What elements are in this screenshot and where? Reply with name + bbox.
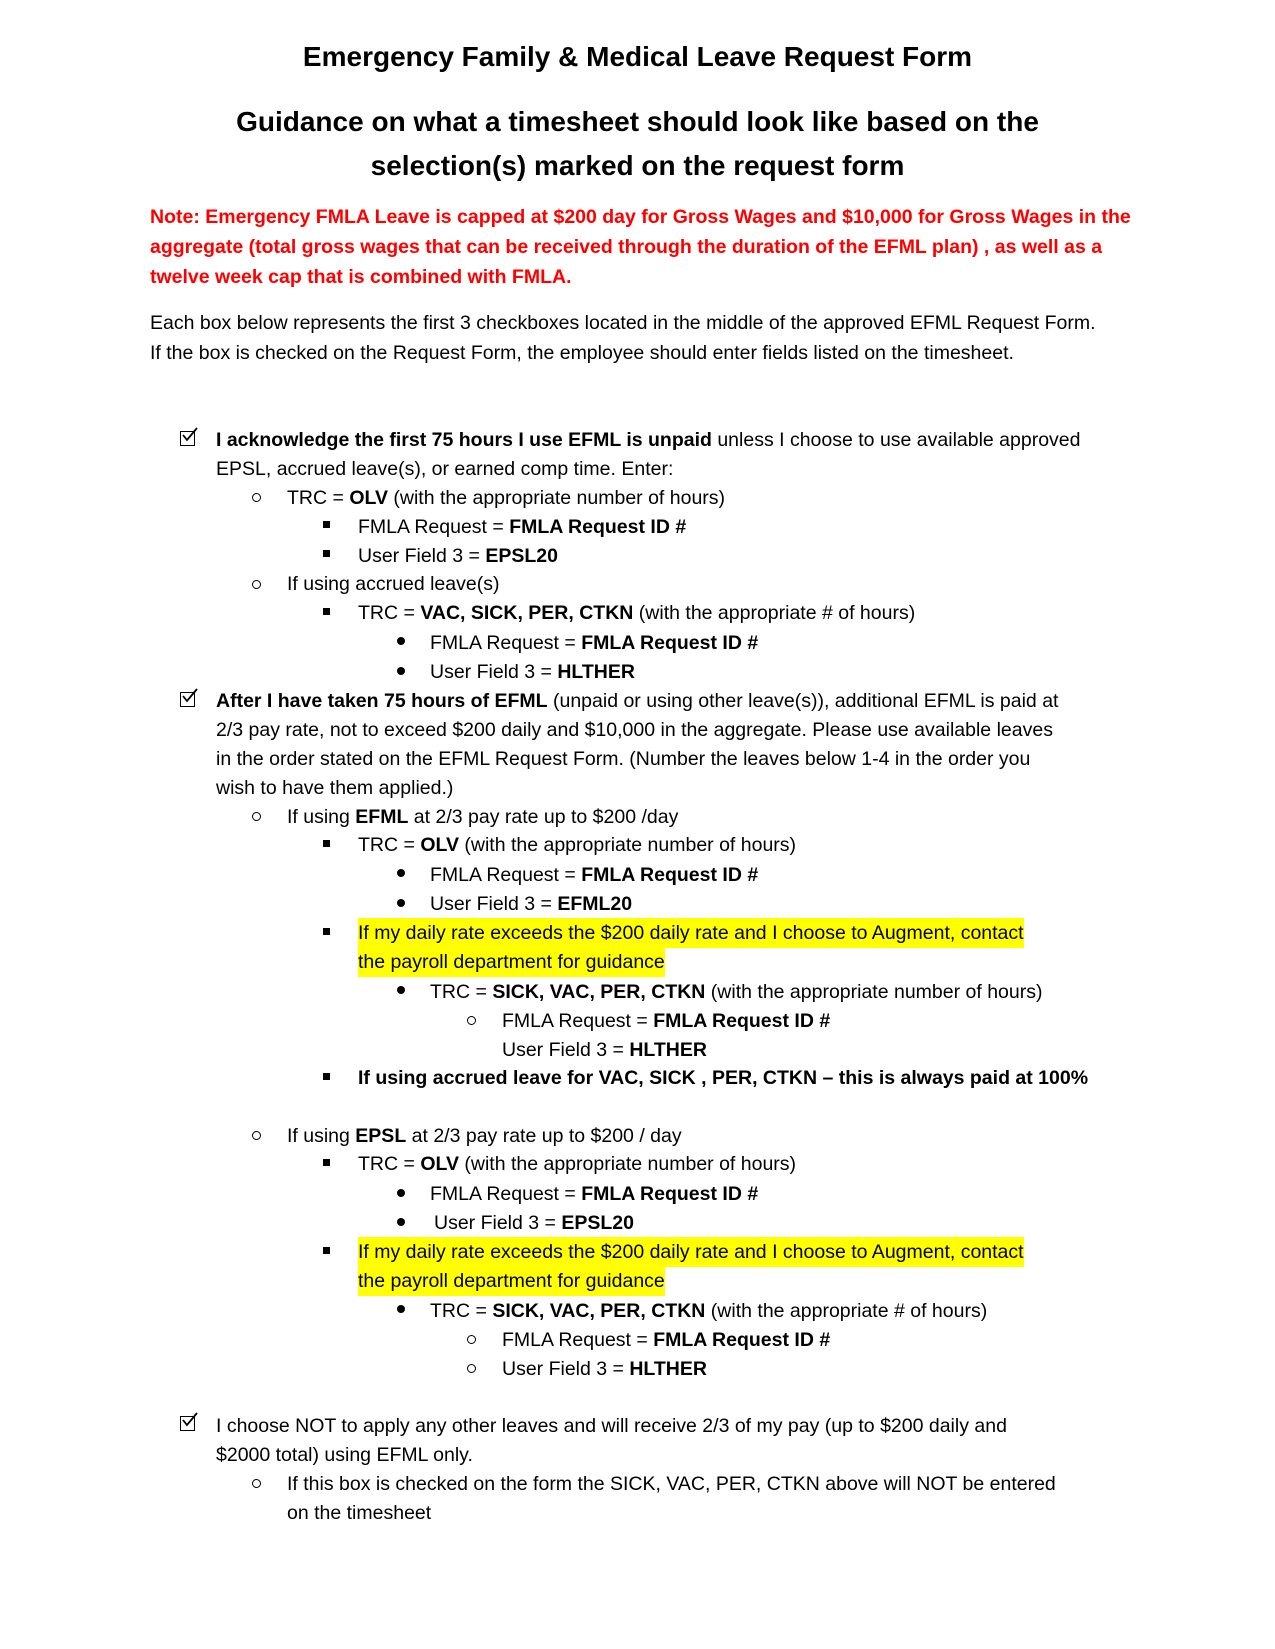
s2-epsl-trc-aug-line: TRC = SICK, VAC, PER, CTKN (with the appropriate # of hours)	[430, 1300, 988, 1322]
square-bullet-icon	[323, 550, 330, 557]
square-bullet-icon	[323, 608, 330, 615]
s2-efml-line: If using EFML at 2/3 pay rate up to $200 /day	[287, 806, 679, 828]
checked-box-icon	[180, 692, 195, 707]
dot-bullet-icon	[397, 667, 405, 675]
section2-line3: in the order stated on the EFML Request Form. (Number the leaves below 1-4 in the order you	[216, 748, 1031, 770]
dot-bullet-icon	[397, 637, 405, 645]
subtitle-line-1: Guidance on what a timesheet should look like based on the	[236, 106, 1039, 137]
page-title: Emergency Family & Medical Leave Request Form	[302, 41, 973, 72]
s1-fmla-line: FMLA Request = FMLA Request ID #	[358, 516, 687, 538]
section2-line4: wish to have them applied.)	[216, 777, 454, 799]
section1-line1	[216, 425, 1081, 455]
square-bullet-icon	[323, 1159, 330, 1166]
dot-bullet-icon	[397, 1305, 405, 1313]
section2-bold-lead: After I have taken 75 hours of EFML	[216, 690, 548, 712]
square-bullet-icon	[323, 1247, 330, 1254]
s1-uf3-line: User Field 3 = EPSL20	[358, 545, 558, 567]
s2-epsl-fmla-line: FMLA Request = FMLA Request ID #	[430, 1183, 759, 1205]
s2-uf3-aug-line: User Field 3 = HLTHER	[502, 1039, 707, 1061]
s2-accrued-bold-line: If using accrued leave for VAC, SICK , PER, CTKN – this is always paid at 100%	[358, 1067, 1089, 1089]
section2-line1: After I have taken 75 hours of EFML (unpaid or using other leave(s)), additional EFML is paid at	[216, 690, 1059, 712]
section1-bold-lead: I acknowledge the first 75 hours I use EFML is unpaid	[216, 429, 712, 451]
augment-highlight-line1b: If my daily rate exceeds the $200 daily rate and I choose to Augment, contact	[358, 1237, 1024, 1267]
dot-bullet-icon	[397, 869, 405, 877]
circle-bullet-icon	[252, 580, 261, 589]
s2-epsl-uf3-aug-line: User Field 3 = HLTHER	[502, 1358, 707, 1380]
s1-fmla2-line: FMLA Request = FMLA Request ID #	[430, 632, 759, 654]
circle-bullet-icon	[252, 1479, 261, 1488]
s2-trc-aug-line: TRC = SICK, VAC, PER, CTKN (with the appropriate number of hours)	[430, 981, 1043, 1003]
circle-bullet-icon	[467, 1335, 476, 1344]
checked-box-icon	[180, 1416, 195, 1431]
s2-epsl-line: If using EPSL at 2/3 pay rate up to $200 / day	[287, 1125, 682, 1147]
circle-bullet-icon	[467, 1364, 476, 1373]
square-bullet-icon	[323, 840, 330, 847]
s2-epsl-fmla-aug-line: FMLA Request = FMLA Request ID #	[502, 1329, 831, 1351]
section1-line2: EPSL, accrued leave(s), or earned comp time. Enter:	[216, 458, 674, 480]
section1-rest: unless I choose to use available approved	[711, 429, 1081, 451]
dot-bullet-icon	[397, 1218, 405, 1226]
circle-bullet-icon	[252, 812, 261, 821]
checked-box-icon	[180, 431, 195, 446]
augment-highlight-line1: If my daily rate exceeds the $200 daily rate and I choose to Augment, contact	[358, 918, 1024, 948]
square-bullet-icon	[323, 521, 330, 528]
augment-highlight-line2b: the payroll department for guidance	[358, 1266, 665, 1296]
s1-trc2-line: TRC = VAC, SICK, PER, CTKN (with the appropriate # of hours)	[358, 602, 916, 624]
intro-paragraph: Each box below represents the first 3 checkboxes located in the middle of the approved EFML Request Form. If the box is checked on the Request Form, the employee should enter fields listed on the timesheet.	[150, 312, 1096, 364]
augment-highlight-line2: the payroll department for guidance	[358, 947, 665, 977]
dot-bullet-icon	[397, 986, 405, 994]
dot-bullet-icon	[397, 1189, 405, 1197]
s1-uf3b-line: User Field 3 = HLTHER	[430, 661, 635, 683]
square-bullet-icon	[323, 1073, 330, 1080]
s2-fmla-aug-line: FMLA Request = FMLA Request ID #	[502, 1010, 831, 1032]
dot-bullet-icon	[397, 899, 405, 907]
section3-line2: $2000 total) using EFML only.	[216, 1444, 473, 1466]
page-subtitle	[0, 100, 1275, 188]
s1-trc-line: TRC = OLV (with the appropriate number of hours)	[287, 487, 726, 509]
section3-sub-line1: If this box is checked on the form the SICK, VAC, PER, CTKN above will NOT be entered	[287, 1473, 1056, 1495]
circle-bullet-icon	[252, 1131, 261, 1140]
section3-line1: I choose NOT to apply any other leaves and will receive 2/3 of my pay (up to $200 daily and	[216, 1415, 1007, 1437]
s2-trc-line: TRC = OLV (with the appropriate number of hours)	[358, 834, 797, 856]
s1-accrued-line: If using accrued leave(s)	[287, 573, 500, 595]
square-bullet-icon	[323, 928, 330, 935]
s2-epsl-trc-line: TRC = OLV (with the appropriate number of hours)	[358, 1153, 797, 1175]
cap-note: Note: Emergency FMLA Leave is capped at $200 day for Gross Wages and $10,000 for Gross Wages in the aggregate (total gross wages that can be received through the duration of the EFML plan) , as well as a twelve week cap that is combined with FMLA.	[150, 206, 1131, 288]
circle-bullet-icon	[467, 1016, 476, 1025]
section2-line2: 2/3 pay rate, not to exceed $200 daily and $10,000 in the aggregate. Please use available leaves	[216, 719, 1053, 741]
subtitle-line-2: selection(s) marked on the request form	[370, 150, 905, 181]
circle-bullet-icon	[252, 493, 261, 502]
section3-sub-line2: on the timesheet	[287, 1502, 432, 1524]
s2-uf3-line: User Field 3 = EFML20	[430, 893, 633, 915]
s2-fmla-line: FMLA Request = FMLA Request ID #	[430, 864, 759, 886]
s2-epsl-uf3-line: User Field 3 = EPSL20	[434, 1212, 634, 1234]
